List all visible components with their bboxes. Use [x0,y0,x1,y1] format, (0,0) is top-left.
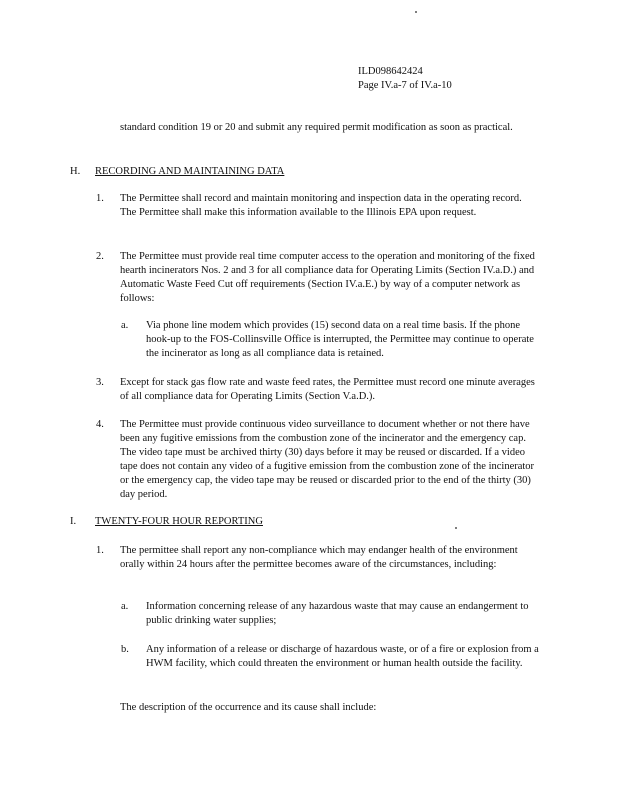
h-item-1-text: The Permittee shall record and maintain monitoring and inspection data in the operating record. The Permittee shall make this information available to the Illinois EPA upon request. [120,193,522,218]
h-item-2a-letter: a. [121,320,129,331]
section-h-letter: H. [70,166,81,177]
h-item-1-number: 1. [96,193,104,204]
h-item-2a-text: Via phone line modem which provides (15) second data on a real time basis. If the phone hook-up to the FOS-Collinsville Office is interrupted, the Permittee may continue to operate the incinerator as long as all compliance data is retained. [146,320,534,359]
h-item-3-number: 3. [96,377,104,388]
section-h-title: RECORDING AND MAINTAINING DATA [95,166,285,177]
scan-speck [415,11,417,13]
document-header [358,65,452,93]
section-i-title: TWENTY-FOUR HOUR REPORTING [95,516,263,527]
h-item-4-number: 4. [96,419,104,430]
h-item-4-text: The Permittee must provide continuous video surveillance to document whether or not there have been any fugitive emissions from the combustion zone of the incinerator and the emergency cap. The video tape must be archived thirty (30) days before it may be reused or discarded. If a video tape does not contain any video of a fugitive emission from the combustion zone of the incinerator or the emergency cap, the video tape may be reused or discarded prior to the end of the thirty (30) day period. [120,419,535,500]
i-item-1a-text: Information concerning release of any hazardous waste that may cause an endangerment to public drinking water supplies; [146,601,529,626]
i-item-1a-letter: a. [121,601,129,612]
i-item-1-text: The permittee shall report any non-compliance which may endanger health of the environment orally within 24 hours after the permittee becomes aware of the circumstances, including: [120,545,518,570]
i-item-1b-letter: b. [121,644,129,655]
h-item-3-text: Except for stack gas flow rate and waste feed rates, the Permittee must record one minute averages of all compliance data for Operating Limits (Section V.a.D.). [120,377,535,402]
section-i-letter: I. [70,516,77,527]
i-item-1-number: 1. [96,545,104,556]
document-id: ILD098642424 [358,66,423,77]
closing-paragraph: The description of the occurrence and its cause shall include: [120,702,377,713]
h-item-2-number: 2. [96,251,104,262]
continuation-paragraph: standard condition 19 or 20 and submit any required permit modification as soon as practical. [120,122,513,133]
page-number: Page IV.a-7 of IV.a-10 [358,80,452,91]
h-item-2-text: The Permittee must provide real time computer access to the operation and monitoring of the fixed hearth incinerators Nos. 2 and 3 for all compliance data for Operating Limits (Section IV.a.D.) and Automatic Waste Feed Cut off requirements (Section IV.a.E.) by way of a computer network as follows: [120,251,535,304]
i-item-1b-text: Any information of a release or discharge of hazardous waste, or of a fire or explosion from a HWM facility, which could threaten the environment or human health outside the facility. [146,644,539,669]
scan-speck [455,527,457,529]
